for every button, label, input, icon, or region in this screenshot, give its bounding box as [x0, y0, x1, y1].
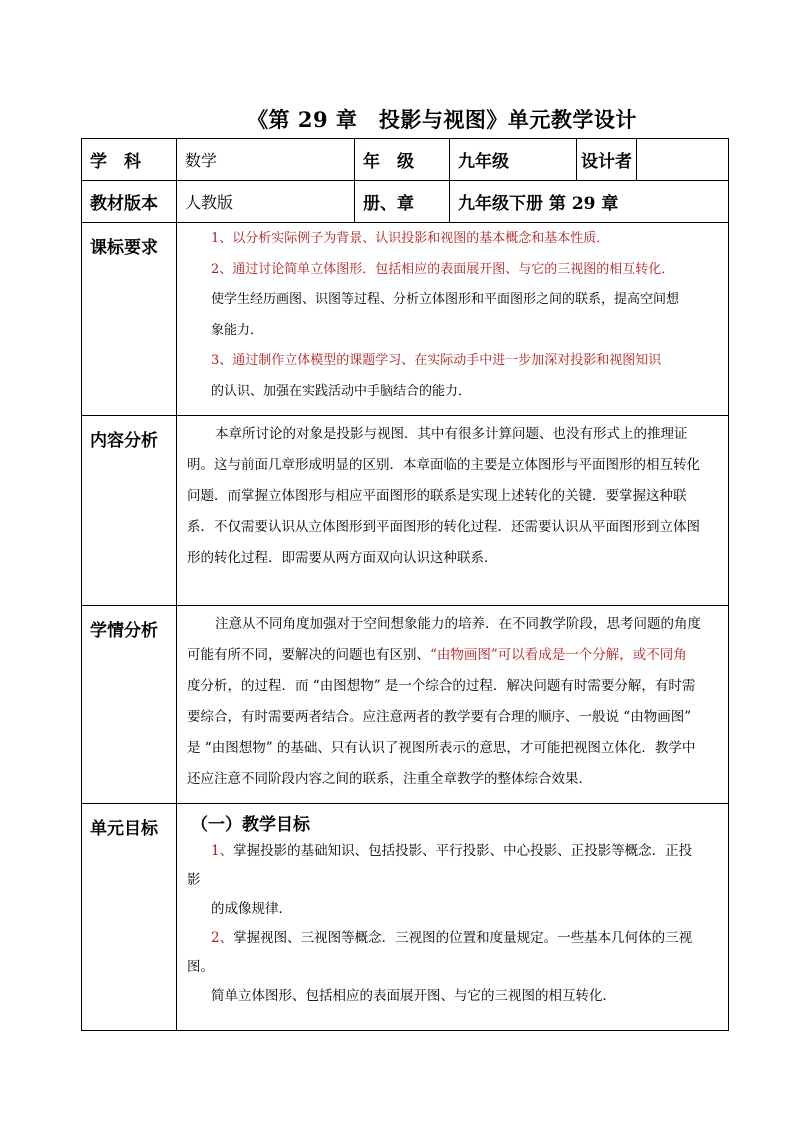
content-row	[82, 416, 729, 606]
volume-value: 九年级下册 第 29 章	[450, 181, 729, 223]
students-cell	[177, 606, 729, 804]
content-line-1: 本章所讨论的对象是投影与视图．其中有很多计算问题、也没有形式上的推理证	[215, 426, 688, 442]
content-label: 内容分析	[82, 416, 177, 606]
students-row	[82, 606, 729, 804]
students-line-2	[187, 640, 718, 671]
students-line-1: 注意从不同角度加强对于空间想象能力的培养．在不同教学阶段，思考问题的角度	[215, 616, 701, 632]
students-line-6: 还应注意不同阶段内容之间的联系，注重全章教学的整体综合效果．	[187, 771, 592, 787]
goals-cell	[177, 804, 729, 1031]
goal-item-2-num: 2、	[211, 930, 234, 946]
designer-label: 设计者	[577, 139, 637, 181]
page-title: 《第 29 章 投影与视图》单元教学设计	[247, 107, 637, 132]
subject-value: 数学	[177, 139, 355, 181]
goal-item-2	[187, 924, 718, 953]
curriculum-item-1: 1、以分析实际例子为背景、认识投影和视图的基本概念和基本性质．	[211, 231, 610, 246]
content-line-2: 明。这与前面几章形成明显的区别．本章面临的主要是立体图形与平面图形的相互转化	[187, 457, 700, 473]
volume-label: 册、章	[355, 181, 450, 223]
grade-value: 九年级	[450, 139, 577, 181]
students-line-4: 要综合，有时需要两者结合。应注意两者的教学要有合理的顺序、一般说 “由物画图”	[187, 709, 692, 725]
students-line-2b: “由物画图”可以看成是一个分解，或不同角	[430, 647, 687, 663]
edition-label: 教材版本	[82, 181, 177, 223]
grade-label: 年 级	[355, 139, 450, 181]
edition-value: 人教版	[177, 181, 355, 223]
goal-item-1-wrap: 影	[187, 872, 201, 888]
goal-item-1-text: 掌握投影的基础知识、包括投影、平行投影、中心投影、正投影等概念．正投	[233, 843, 693, 859]
goals-row	[82, 804, 729, 1031]
subject-label: 学 科	[82, 139, 177, 181]
header-row-1	[82, 139, 729, 181]
goal-item-2-text: 掌握视图、三视图等概念．三视图的位置和度量规定。一些基本几何体的三视	[233, 930, 693, 946]
students-line-3: 度分析，的过程．而 “由图想物” 是一个综合的过程．解决问题有时需要分解，有时需	[187, 678, 696, 694]
curriculum-item-2: 2、通过讨论简单立体图形．包括相应的表面展开图、与它的三视图的相互转化．	[211, 261, 675, 277]
goal-item-2-wrap: 图。	[187, 959, 214, 975]
design-table	[81, 138, 729, 1031]
goal-item-1	[187, 837, 718, 866]
curriculum-item-3-cont: 的认识、加强在实践活动中手脑结合的能力．	[211, 383, 472, 399]
header-row-2	[82, 181, 729, 223]
goal-item-2-cont: 简单立体图形、包括相应的表面展开图、与它的三视图的相互转化．	[211, 988, 616, 1004]
curriculum-item-2-cont: 使学生经历画图、识图等过程、分析立体图形和平面图形之间的联系，提高空间想	[211, 292, 680, 307]
students-label: 学情分析	[82, 606, 177, 804]
curriculum-label: 课标要求	[82, 223, 177, 416]
curriculum-cell	[177, 223, 729, 416]
goals-subtitle: （一）教学目标	[191, 815, 310, 835]
designer-value	[637, 139, 729, 181]
curriculum-item-3: 3、通过制作立体模型的课题学习、在实际动手中进一步加深对投影和视图知识	[211, 353, 662, 368]
students-line-5: 是 “由图想物” 的基础、只有认识了视图所表示的意思，才可能把视图立体化．教学中	[187, 740, 696, 756]
content-line-5: 形的转化过程．即需要从两方面双向认识这种联系．	[187, 550, 498, 566]
content-line-4: 系．不仅需要认识从立体图形到平面图形的转化过程．还需要认识从平面图形到立体图	[187, 519, 700, 535]
content-cell	[177, 416, 729, 606]
students-line-2a: 可能有所不同，要解决的问题也有区别、	[187, 647, 430, 663]
goals-label: 单元目标	[82, 804, 177, 1031]
goal-item-1-cont: 的成像规律．	[211, 901, 292, 917]
content-line-3: 问题．而掌握立体图形与相应平面图形的联系是实现上述转化的关键．要掌握这种联	[187, 488, 687, 504]
curriculum-row	[82, 223, 729, 416]
goal-item-1-num: 1、	[211, 843, 234, 859]
curriculum-item-2-end: 象能力．	[211, 322, 264, 338]
